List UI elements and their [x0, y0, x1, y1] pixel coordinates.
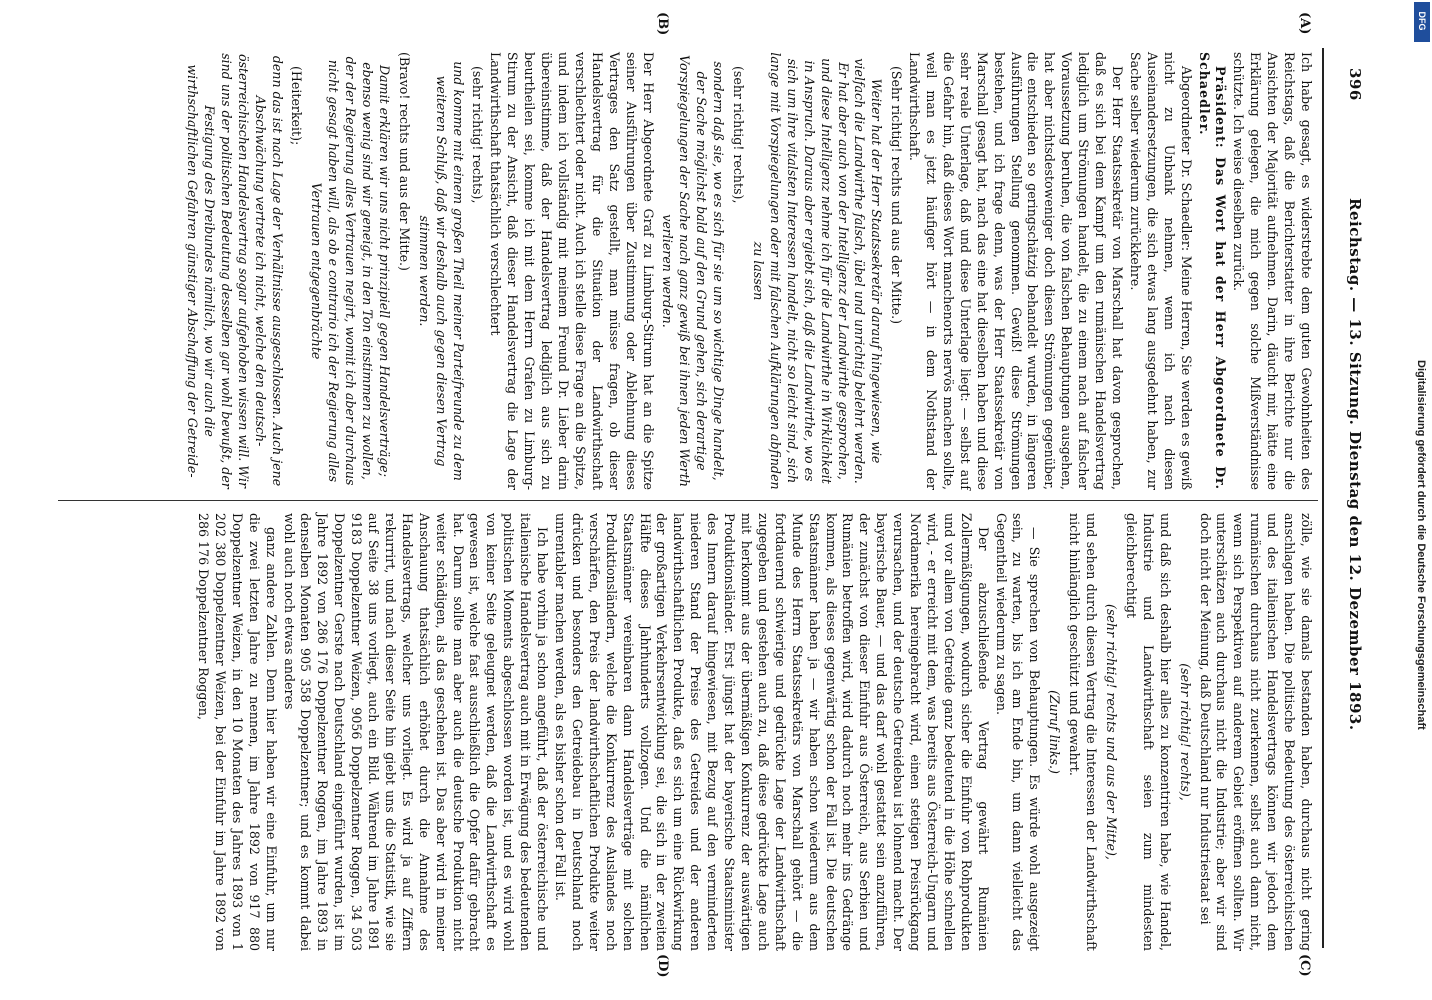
running-title: Reichstag. — 13. Sitzung. Dienstag den 12. Dezember 1893.: [1346, 198, 1364, 731]
interjection: (Zuruf links.): [1047, 690, 1063, 774]
digitization-credit: [1411, 360, 1431, 1000]
page-number: 396: [1346, 68, 1364, 101]
margin-marker-d: (D): [655, 954, 670, 978]
interjection: (sehr richtig! rechts),: [1177, 663, 1193, 801]
paragraph: Abgeordneter Dr. Schaedler: Meine Herren, Sie werden es gewiß nicht zu Unbank nehmen, wenn ich nach diesen Auseinandersetzungen, die sich etwas lang ausgedehnt haben, zur Sache selber wiederum zurückkehre.: [1127, 52, 1194, 490]
paragraph: (sehr richtig! rechts),: [470, 66, 486, 204]
paragraph: zölle, wie sie damals bestanden haben, durchaus nicht gering anschlagen haben. Die politische Bedeutung des österreichischen und des italienischen Handelsvertrags können wir jedoch dem rumänischen durchaus nicht zuerkennen, selbst auch dann nicht, wenn sich Perspektiven auf anderem Gebiet eröffnen sollten. Wir unterschätzen auch durchaus nicht die Industrie; aber wir sind doch nicht der Meinung, daß Deutschland nur Industriestaat sei: [1197, 513, 1314, 951]
text-column-right: [193, 513, 1314, 951]
paragraph: (Sehr richtig! rechts und aus der Mitte.): [889, 66, 905, 325]
paragraph: Ich habe gesagt, es widerstrebte dem guten Gewohnheiten des Reichstags, daß die Berichterstatter in ihre Berichte nur die Ansichten der Majorität aufnehmen. Darin, däucht mir, hätte eine Erklärung gelegen, die mich gegen solche Mißverständnisse schützte. Ich weise dieselben zurück.: [1231, 52, 1314, 490]
margin-marker-c: (C): [1297, 954, 1312, 977]
paragraph: Der abzuschließende Vertrag gewährt Rumänien Zollermäßigungen, wodurch sicher die Einfuhr von Rohprodukten und vor allem von Getreide ganz bedeutend in die Höhe schnellen wird, - er erreicht mit dem, was bereits aus Österreich-Ungarn und Nordamerika hereingebracht wird, einen stetigen Preisrückgang verursachen, und der deutsche Getreidebau ist lohnend macht. Der bayerische Bauer, — und das darf wohl gestattet sein anzuführen, der zunächst von dieser Einfuhr aus Österreich, aus Serbien und Rumänien betroffen wird, wird dadurch noch mehr ins Gedränge kommen, als dieses gegenwärtig schon der Fall ist. Die deutschen Staatsmänner haben ja — wir haben schon wiederum aus dem Munde des Herrn Staatssekretärs von Marschall gehört — die fortdauernd schwierige und gedrückte Lage der Landwirthschaft zugegeben und gestehen auch zu, daß diese gedrückte Lage auch mit herkommt aus der übermäßigen Konkurrenz der auswärtigen Produktionsländer. Erst jüngst hat der bayerische Staatsminister des Innern darauf hingewiesen, mit Bezug auf den verminderten niederen Stand der Preise des Getreides und der anderen landwirthschaftlichen Produkte, daß es sich um eine Rückwirkung der großartigen Verkehrsentwicklung sei, die sich in der zweiten Hälfte dieses Jahrhunderts vollzogen. Und die nämlichen Staatsmänner vereinbaren dann Handelsverträge mit solchen Produktionsländern, welche die Konkurrenz des Auslandes noch verschärfen, den Preis der landwirthschaftlichen Produkte weiter drücken und besonders den Getreidebau in Deutschland noch unrentabler machen werden, als es bisher schon der Fall ist.: [553, 513, 991, 951]
page-header: [1336, 68, 1364, 968]
dfg-logo-text: DFG: [1417, 11, 1427, 31]
header-rule: [1322, 48, 1324, 948]
column-divider: [58, 500, 1318, 501]
interjection: denn das ist nach Lage der Verhältnisse ausgeschlossen. Auch jene Abschwächung vertrete ich nicht, welche den deutsch-österreichischen Handelsvertrag sogar aufgehoben wissen will. Wir sind uns der politischen Bedeutung desselben gar wohl bewußt, der Festigung des Dreibundes nämlich, wo wir auch die wirthschaftlichen Gefahren günstiger Abschaffung der Getreide-: [185, 53, 285, 489]
margin-marker-b: (B): [655, 12, 670, 36]
margin-marker-a: (A): [1297, 12, 1312, 35]
interjection: Damit erklären wir uns nicht prinzipiell gegen Handelsverträge; ebenso wenig sind wir geneigt, in den Ton einstimmen zu wollen, der der Regierung alles Vertrauen negirt, womit ich aber durchaus nicht gesagt haben will, als ob e contrario ich der Regierung alles Vertrauen entgegenbrächte: [309, 56, 392, 486]
speaker-line: Präsident: Das Wort hat der Herr Abgeordnete Dr. Schaedler.: [1196, 52, 1229, 490]
paragraph: (sehr richtig! rechts),: [731, 66, 747, 204]
paragraph: und sehen durch diesen Vertrag die Interessen der Landwirthschaft nicht hinlänglich geschützt und gewahrt.: [1067, 513, 1100, 951]
paragraph: Der Herr Staatssekretär von Marschall hat davon gesprochen, daß es sich bei dem Kampf um den rumänischen Handelsvertrag lediglich um Strömungen handelt, die zu einem nach auf falscher Voraussetzung beruhen, die von falschen Behauptungen ausgehen, hat aber nichtsdestoweniger doch diesen Strömungen gegenüber, die entschieden so geringschätzig behandelt wurden, in längeren Ausführungen Stellung genommen. Gewiß! diese Strömungen bestehen, und ich frage denn, was der Herr Staatssekretär von Marschall gesagt hat, nach das eine hat dieselben haben und diese sehr reale Unterlage, daß und diese Unterlage liegt: — selbst auf die Gefahr hin, daß dieses Wort manchenorts nervös machen sollte, weil man es jetzt häufiger hört — in dem Nothstand der Landwirthschaft.: [907, 52, 1126, 490]
paragraph: ganz andere Zahlen. Denn hier haben wir eine Einfuhr, um nur die zwei letzten Jahre zu nennen, im Jahre 1892 von 917 880 Doppelzentner Weizen, in den 10 Monaten des Jahres 1893 von 1 202 380 Doppelzentner Weizen, bei der Einfuhr im Jahre 1892 von 286 176 Doppelzentner Roggen,: [196, 513, 279, 951]
paragraph: und daß sich deshalb hier alles zu konzentriren habe, wie Handel, Industrie und Landwirthschaft seien zum mindesten gleichberechtigt: [1123, 513, 1173, 951]
credit-text: Digitalisierung gefördert durch die Deutsche Forschungsgemeinschaft: [1415, 360, 1427, 730]
dfg-logo: [1414, 2, 1430, 42]
paragraph: Der Herr Abgeordnete Graf zu Limburg-Stirum hat an die Spitze seiner Ausführungen über Zustimmung oder Ablehnung dieses Vertrages den Satz gestellt, man müsse fragen, ob dieser Handelsvertrag für die Situation der Landwirthschaft verschlechtert oder nicht. Auch ich stelle diese Frage an die Spitze, und indem ich vollständig mit meinem Freund Dr. Lieber darin übereinstimme, daß der Handelsvertrag lediglich aus sich zu beurtheilen sei, komme ich mit dem Herrn Grafen zu Limburg-Stirum zu der Ansicht, daß dieser Handelsvertrag die Lage der Landwirthschaft thatsächlich verschlechtert: [488, 52, 656, 490]
paragraph: — Sie sprechen von Behauptungen. Es würde wohl ausgezeigt sein, zu warten, bis ich am Ende bin, um dann vielleicht das Gegentheil wiederum zu sagen.: [993, 513, 1043, 951]
paragraph: (Bravo! rechts und aus der Mitte.): [396, 52, 412, 271]
paragraph: (Heiterkeit);: [289, 66, 305, 146]
interjection: und komme mit einem großen Theil meiner Parteifreunde zu dem weiteren Schluß, daß wir deshalb auch gegen diesen Vertrag stimmen werden.: [416, 61, 466, 481]
page-sheet: [0, 8, 1370, 993]
text-column-left: [180, 52, 1314, 490]
interjection: sondern daß sie, wo es sich für sie um so wichtige Dinge handelt, der Sache möglichst bald auf den Grund gehen, sich derartige Vorspiegelungen der Sache nach ganz gewiß bei ihnen jeden Werth verlieren werden.: [660, 55, 727, 487]
interjection: Weiter hat der Herr Staatssekretär darauf hingewiesen, wie vielfach die Landwirthe falsch, übel und unrichtig belehrt werden. Er hat aber auch von der Intelligenz der Landwirthe gesprochen, und diese Intelligenz nehme ich für die Landwirthe in Wirklichkeit in Anspruch. Daraus aber ergiebt sich, daß die Landwirthe, wo es sich um ihre vitalsten Interessen handelt, nicht so leicht sind, sich lange mit Vorspiegelungen oder mit falschen Aufklärungen abfinden zu lassen: [751, 52, 885, 490]
interjection: (sehr richtig! rechts und aus der Mitte),: [1104, 604, 1120, 860]
paragraph: Ich habe vorhin ja schon angeführt, daß der österreichische und italienische Handelsvertrag auch mit in Erwägung des bedeutenden politischen Moments abgeschlossen worden ist, und es wird wohl von keiner Seite geleugnet werden, daß die Landwirthschaft es gewesen ist, welche fast ausschließlich die Opfer dafür gebracht hat. Darum sollte man aber auch die deutsche Produktion nicht weiter schädigen, als das geschehen ist. Das aber wird in meiner Anschauung thatsächlich erhöhet durch die Annahme des Handelsvertrags, welcher uns vorliegt. Es wird ja auf Ziffern rekurrirt, und nach dieser Seite hin giebt uns die Statistik, wie sie auf Seite 38 uns vorliegt, auch ein Bild. Während im Jahre 1891 9183 Doppelzentner Weizen, 9056 Doppelzentner Roggen, 34 503 Doppelzentner Gerste nach Deutschland eingeführt wurden, ist im Jahre 1892 von 286 176 Doppelzentner Roggen, im Jahre 1893 in denselben Monaten 905 358 Doppelzentner; und es kommt dabei wohl auch noch etwas anderes: [281, 513, 551, 951]
